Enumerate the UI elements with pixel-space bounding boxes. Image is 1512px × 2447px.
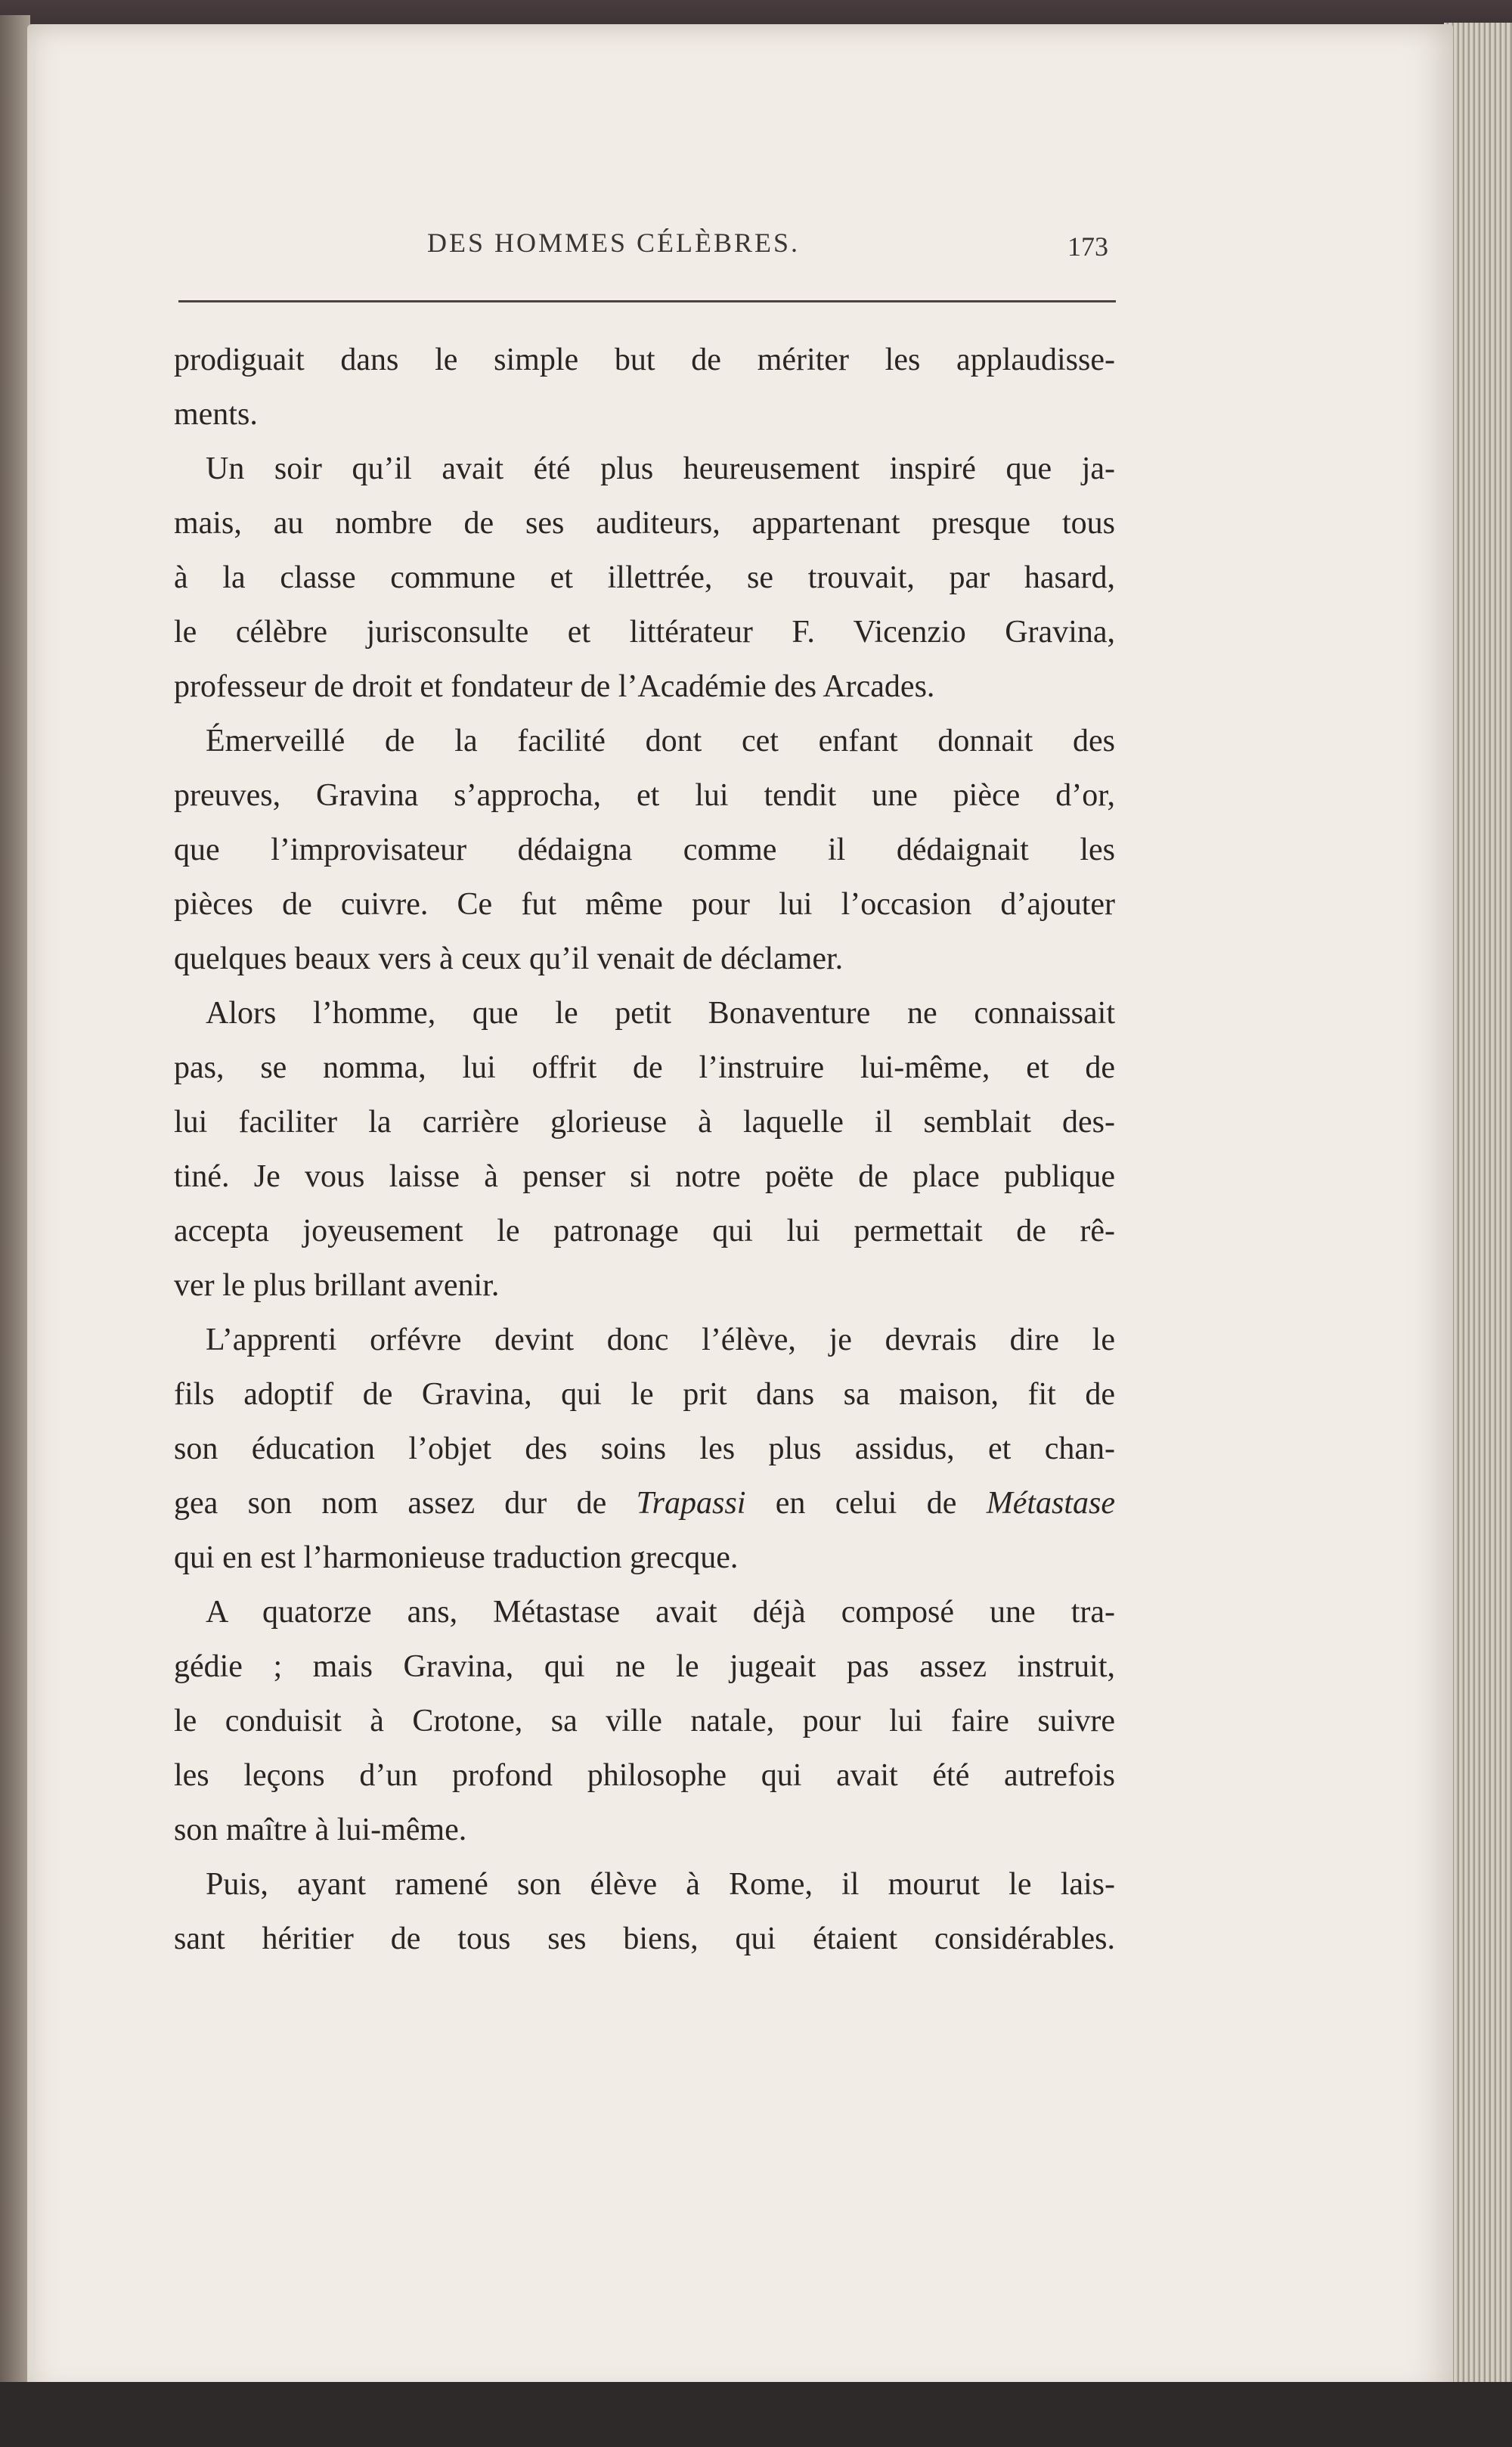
text-line: Puis, ayant ramené son élève à Rome, il mourut le lais- bbox=[206, 1867, 1115, 1902]
text-line: preuves, Gravina s’approcha, et lui tendit une pièce d’or, bbox=[174, 778, 1115, 813]
text-line-italic bbox=[174, 1476, 1115, 1531]
italic-name-metastase: Métastase bbox=[986, 1486, 1115, 1521]
text-line: le conduisit à Crotone, sa ville natale, pour lui faire suivre bbox=[174, 1704, 1115, 1738]
text-line: pas, se nomma, lui offrit de l’instruire lui-même, et de bbox=[174, 1050, 1115, 1085]
text-line: prodiguait dans le simple but de mériter les applaudisse- bbox=[174, 343, 1115, 377]
text-line: pièces de cuivre. Ce fut même pour lui l’occasion d’ajouter bbox=[174, 887, 1115, 922]
text-line: accepta joyeusement le patronage qui lui permettait de rê- bbox=[174, 1214, 1115, 1248]
text-line: que l’improvisateur dédaigna comme il dédaignait les bbox=[174, 833, 1115, 867]
text-line: Alors l’homme, que le petit Bonaventure ne connaissait bbox=[206, 996, 1115, 1031]
book-cover-left bbox=[0, 15, 30, 2405]
running-title: DES HOMMES CÉLÈBRES. bbox=[427, 228, 801, 258]
text-line: Un soir qu’il avait été plus heureusement inspiré que ja- bbox=[206, 451, 1115, 486]
italic-name-trapassi: Trapassi bbox=[636, 1486, 746, 1521]
text-line: qui en est l’harmonieuse traduction grecque. bbox=[174, 1540, 739, 1575]
text-line: fils adoptif de Gravina, qui le prit dans sa maison, fit de bbox=[174, 1377, 1115, 1412]
header-rule bbox=[178, 300, 1116, 302]
page-number: 173 bbox=[1067, 231, 1108, 262]
text-line: ver le plus brillant avenir. bbox=[174, 1268, 500, 1303]
text-line: quelques beaux vers à ceux qu’il venait de déclamer. bbox=[174, 941, 844, 976]
bottom-shadow bbox=[0, 2382, 1512, 2447]
text-line: lui faciliter la carrière glorieuse à laquelle il semblait des- bbox=[174, 1105, 1115, 1140]
text-run: gea son nom assez dur de bbox=[174, 1486, 637, 1521]
text-line: mais, au nombre de ses auditeurs, appartenant presque tous bbox=[174, 506, 1115, 541]
text-line: les leçons d’un profond philosophe qui avait été autrefois bbox=[174, 1758, 1115, 1793]
text-line: ments. bbox=[174, 397, 258, 432]
page-edges bbox=[1444, 23, 1512, 2397]
text-line: Émerveillé de la facilité dont cet enfant donnait des bbox=[206, 724, 1115, 758]
text-line: son éducation l’objet des soins les plus assidus, et chan- bbox=[174, 1431, 1115, 1466]
text-line: professeur de droit et fondateur de l’Académie des Arcades. bbox=[174, 669, 935, 704]
text-line: L’apprenti orfévre devint donc l’élève, je devrais dire le bbox=[206, 1323, 1115, 1357]
text-line: gédie ; mais Gravina, qui ne le jugeait pas assez instruit, bbox=[174, 1649, 1115, 1684]
text-line: tiné. Je vous laisse à penser si notre poëte de place publique bbox=[174, 1159, 1115, 1194]
text-line: le célèbre jurisconsulte et littérateur F. Vicenzio Gravina, bbox=[174, 615, 1115, 650]
text-line: sant héritier de tous ses biens, qui étaient considérables. bbox=[174, 1921, 1115, 1956]
text-run: en celui de bbox=[745, 1486, 987, 1521]
text-line: à la classe commune et illettrée, se trouvait, par hasard, bbox=[174, 560, 1115, 595]
text-line: A quatorze ans, Métastase avait déjà composé une tra- bbox=[206, 1595, 1115, 1630]
body-text bbox=[174, 333, 1115, 1966]
text-line: son maître à lui-même. bbox=[174, 1813, 467, 1847]
